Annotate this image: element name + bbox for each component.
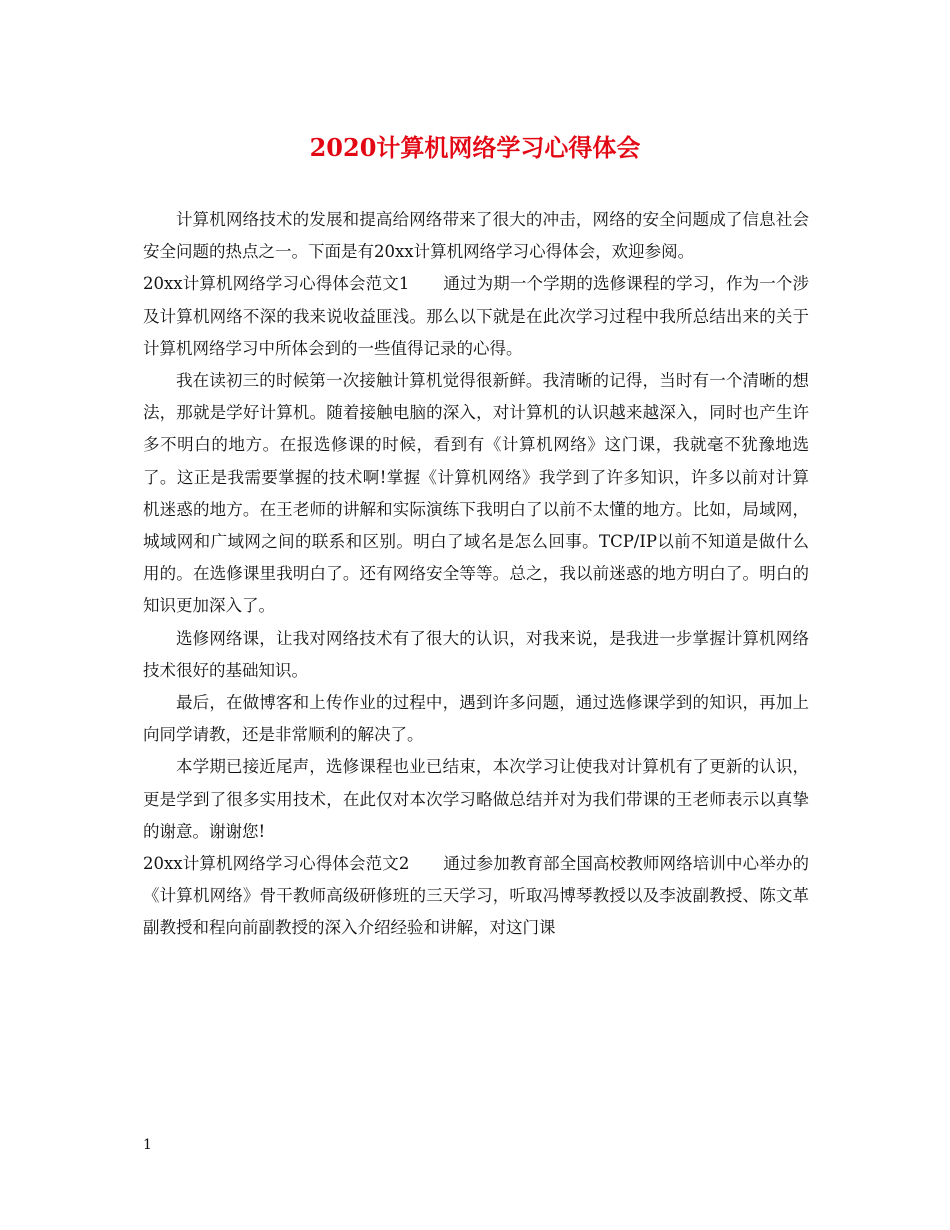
sample2-paragraph [143,848,809,945]
sample1-lead-text: 通过为期一个学期的选修课程的学习，作为一个涉及计算机网络不深的我来说收益匪浅。那么以下就是在此次学习过程中我所总结出来的关于计算机网络学习中所体会到的一些值得记录的心得。 [143,274,809,358]
body-paragraph-4: 本学期已接近尾声，选修课程也业已结束，本次学习让使我对计算机有了更新的认识，更是学到了很多实用技术，在此仅对本次学习略做总结并对为我们带课的王老师表示以真挚的谢意。谢谢您! [143,757,809,841]
body-paragraph-1: 我在读初三的时候第一次接触计算机觉得很新鲜。我清晰的记得，当时有一个清晰的想法，那就是学好计算机。随着接触电脑的深入，对计算机的认识越来越深入，同时也产生许多不明白的地方。在报选修课的时候，看到有《计算机网络》这门课，我就毫不犹豫地选了。这正是我需要掌握的技术啊!掌握《计算机网络》我学到了许多知识，许多以前对计算机迷惑的地方。在王老师的讲解和实际演练下我明白了以前不太懂的地方。比如，局域网，城域网和广域网之间的联系和区别。明白了域名是怎么回事。TCP/IP以前不知道是做什么用的。在选修课里我明白了。还有网络安全等等。总之，我以前迷惑的地方明白了。明白的知识更加深入了。 [143,371,809,616]
sample1-paragraph [143,268,809,365]
document-body [143,204,809,945]
sample1-heading: 20xx计算机网络学习心得体会范文1 [143,274,410,294]
page-number: 1 [143,1137,152,1153]
document-title: 2020计算机网络学习心得体会 [309,133,641,162]
body-paragraph-2: 选修网络课，让我对网络技术有了很大的认识，对我来说，是我进一步掌握计算机网络技术很好的基础知识。 [143,628,809,680]
intro-paragraph: 计算机网络技术的发展和提高给网络带来了很大的冲击，网络的安全问题成了信息社会安全问题的热点之一。下面是有20xx计算机网络学习心得体会，欢迎参阅。 [143,210,809,262]
body-paragraph-3: 最后，在做博客和上传作业的过程中，遇到许多问题，通过选修课学到的知识，再加上向同学请教，还是非常顺利的解决了。 [143,693,809,745]
sample2-heading: 20xx计算机网络学习心得体会范文2 [143,854,410,874]
sample2-lead-text: 通过参加教育部全国高校教师网络培训中心举办的《计算机网络》骨干教师高级研修班的三天学习，听取冯博琴教授以及李波副教授、陈文革副教授和程向前副教授的深入介绍经验和讲解，对这门课 [143,854,809,938]
